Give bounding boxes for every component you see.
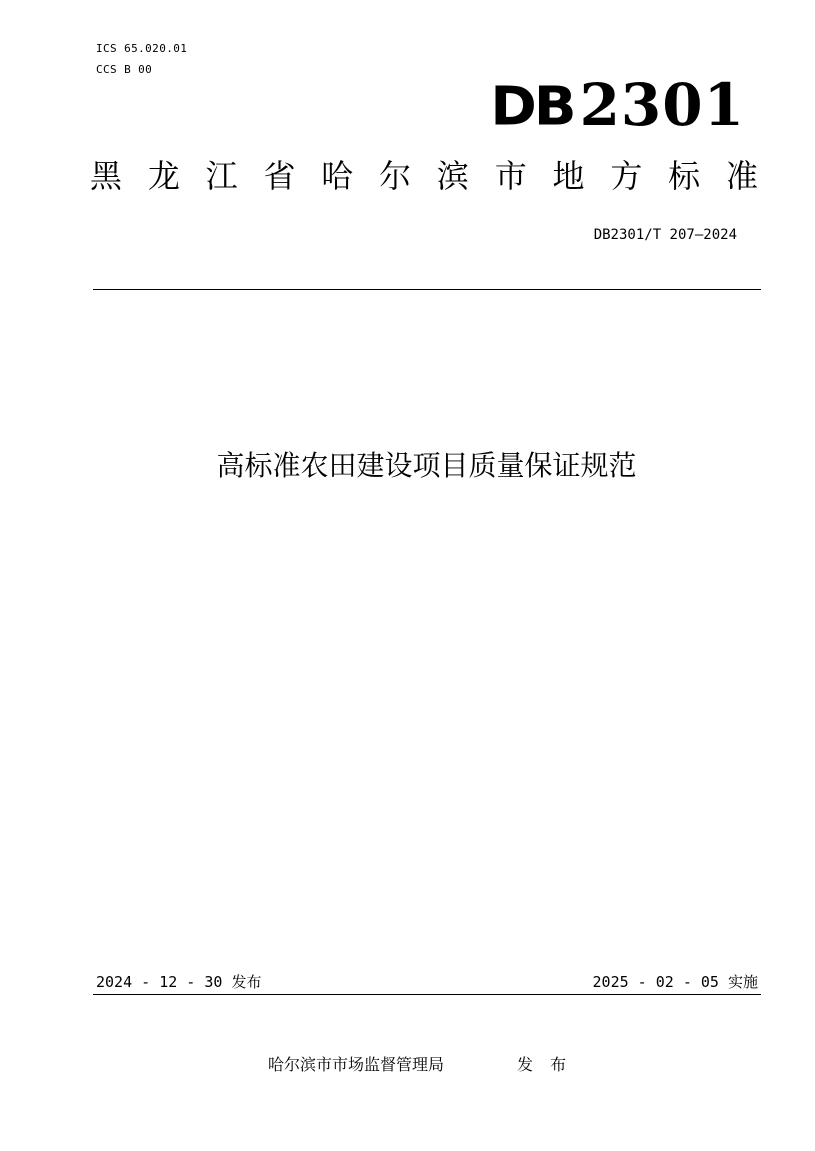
standard-type-char: 黑 bbox=[90, 157, 123, 195]
bottom-divider bbox=[93, 994, 761, 995]
db-logo-prefix: DB bbox=[490, 76, 574, 138]
standard-type-char: 滨 bbox=[436, 157, 469, 195]
release-date: 2024 - 12 - 30 发布 bbox=[96, 973, 262, 991]
standard-type-char: 尔 bbox=[379, 157, 412, 195]
standard-type-heading bbox=[90, 156, 758, 196]
standard-type-char: 江 bbox=[205, 157, 238, 195]
ccs-code: CCS B 00 bbox=[96, 63, 153, 76]
ics-code: ICS 65.020.01 bbox=[96, 42, 188, 55]
standard-type-char: 龙 bbox=[147, 157, 180, 195]
document-title: 高标准农田建设项目质量保证规范 bbox=[216, 449, 637, 482]
issue-label: 发 布 bbox=[517, 1055, 573, 1074]
issuing-authority: 哈尔滨市市场监督管理局 bbox=[268, 1055, 445, 1074]
standard-type-char: 省 bbox=[263, 157, 296, 195]
standard-type-char: 方 bbox=[610, 157, 643, 195]
standard-type-char: 准 bbox=[725, 157, 758, 195]
standard-type-char: 市 bbox=[494, 157, 527, 195]
db-logo-code: 2301 bbox=[579, 71, 745, 139]
standard-number: DB2301/T 207—2024 bbox=[593, 227, 737, 243]
top-divider bbox=[93, 289, 761, 290]
standard-type-char: 哈 bbox=[321, 157, 354, 195]
standard-type-char: 地 bbox=[552, 157, 585, 195]
implementation-date: 2025 - 02 - 05 实施 bbox=[592, 973, 758, 991]
standard-type-char: 标 bbox=[668, 157, 701, 195]
db-standard-logo bbox=[490, 71, 745, 139]
